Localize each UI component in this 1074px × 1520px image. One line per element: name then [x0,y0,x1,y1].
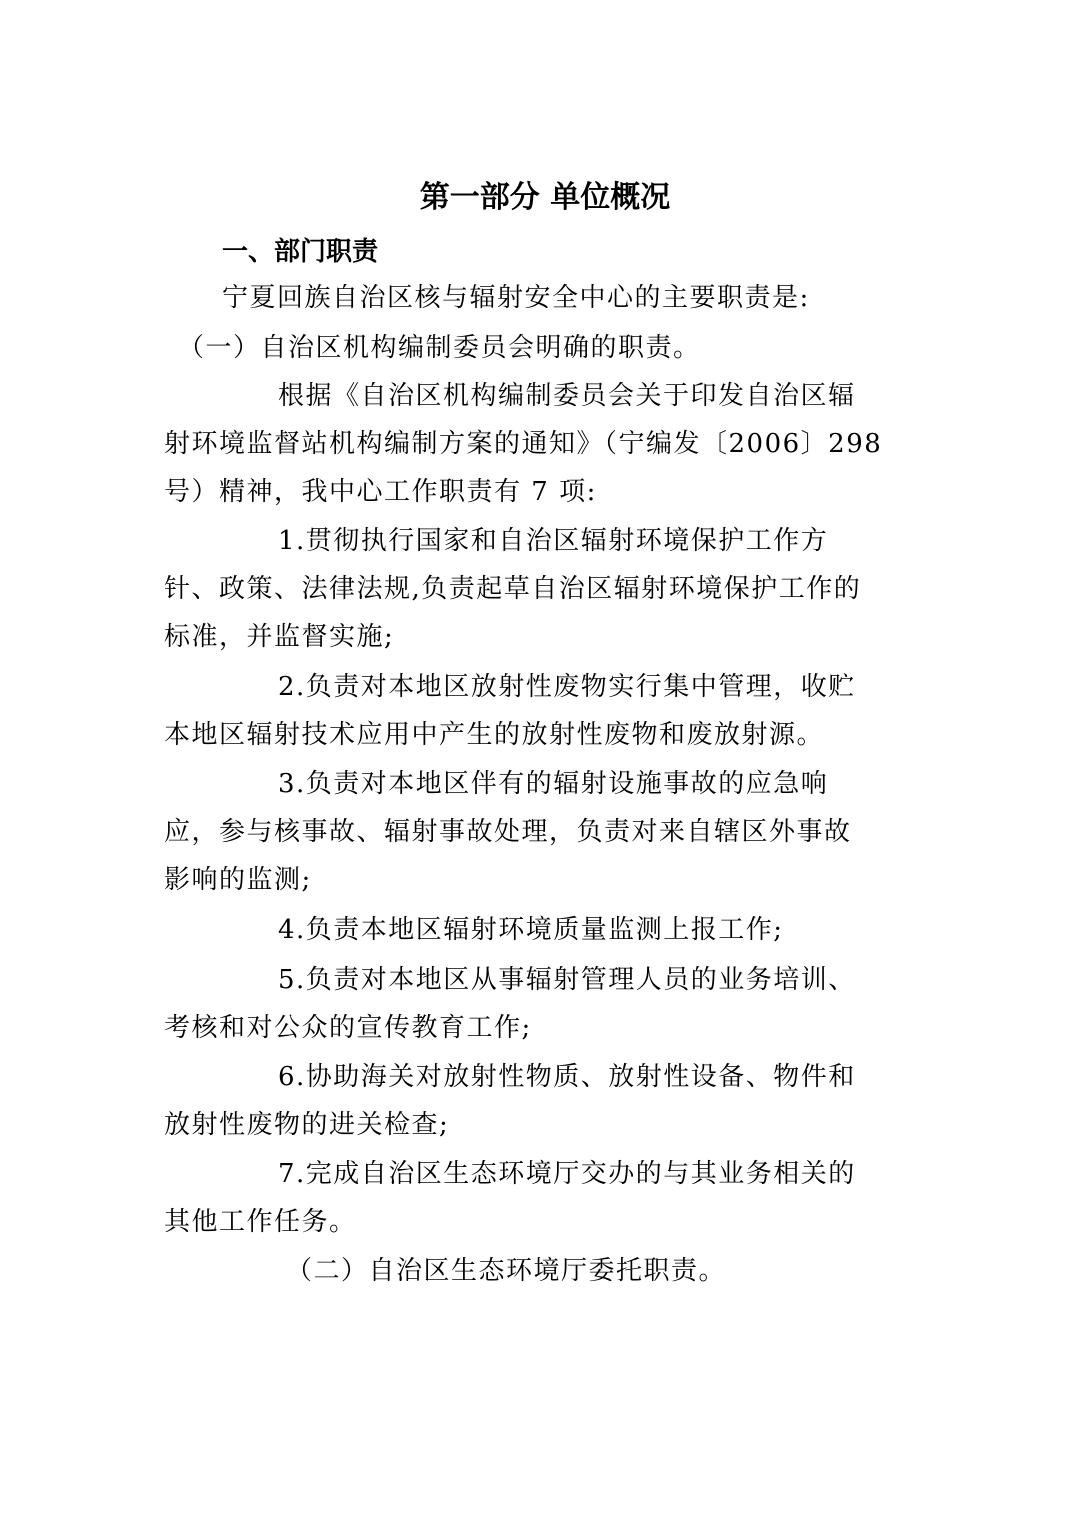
duty-line: 标准，并监督实施; [164,622,395,652]
duty-line: 1.贯彻执行国家和自治区辐射环境保护工作方 [278,526,829,556]
part2-heading: （二）自治区生态环境厅委托职责。 [286,1256,727,1286]
basis-line: 射环境监督站机构编制方案的通知》（宁编发〔2006〕298 [164,429,883,459]
section-heading: 一、部门职责 [222,237,379,267]
duty-line: 6.协助海关对放射性物质、放射性设备、物件和 [278,1062,856,1092]
duty-line: 7.完成自治区生态环境厅交办的与其业务相关的 [278,1159,856,1189]
duty-line: 其他工作任务。 [164,1207,357,1237]
duty-line: 应，参与核事故、辐射事故处理，负责对来自辖区外事故 [164,817,852,847]
intro-paragraph: 宁夏回族自治区核与辐射安全中心的主要职责是: [222,283,810,313]
basis-line: 根据《自治区机构编制委员会关于印发自治区辐 [278,381,856,411]
duty-line: 3.负责对本地区伴有的辐射设施事故的应急响 [278,769,829,799]
page-title: 第一部分 单位概况 [419,180,671,215]
duty-line: 2.负责对本地区放射性废物实行集中管理，收贮 [278,672,856,702]
duty-line: 本地区辐射技术应用中产生的放射性废物和废放射源。 [164,720,825,750]
duty-line: 考核和对公众的宣传教育工作; [164,1013,532,1043]
duty-line: 放射性废物的进关检查; [164,1110,450,1140]
duty-line: 影响的监测; [164,865,312,895]
duty-line: 5.负责对本地区从事辐射管理人员的业务培训、 [278,965,856,995]
duty-line: 4.负责本地区辐射环境质量监测上报工作; [278,915,784,945]
duty-line: 针、政策、法律法规,负责起草自治区辐射环境保护工作的 [164,574,862,604]
part1-heading: （一）自治区机构编制委员会明确的职责。 [178,333,701,363]
basis-line: 号）精神，我中心工作职责有 7 项: [164,477,597,507]
